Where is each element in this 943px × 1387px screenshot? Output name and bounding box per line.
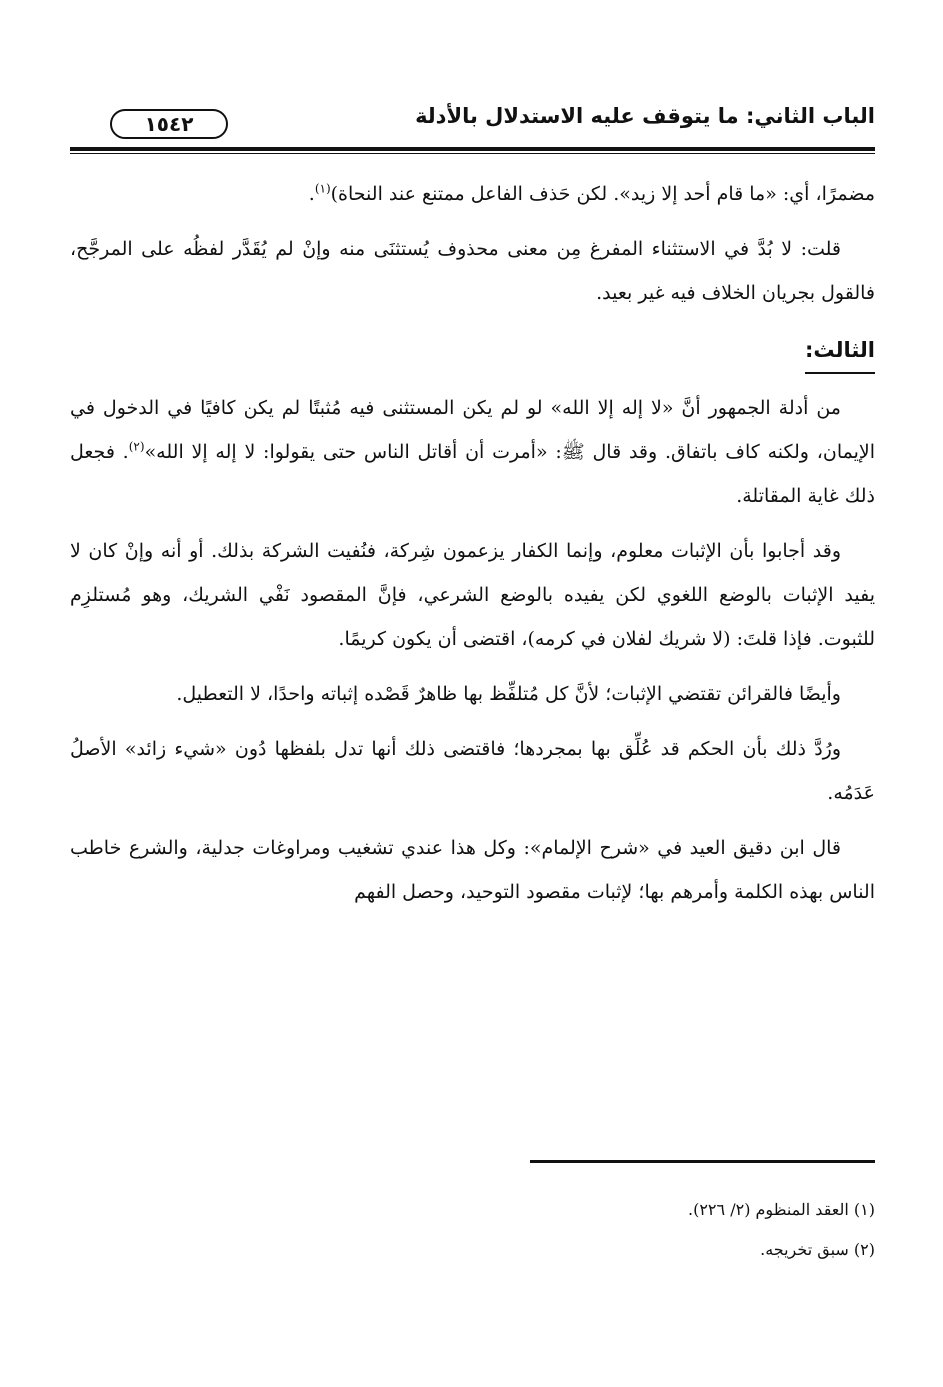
paragraph-end: . [308,183,315,205]
paragraph [70,172,875,216]
running-title: الباب الثاني: ما يتوقف عليه الاستدلال بالأدلة [415,104,875,128]
footnotes [70,1190,875,1270]
paragraph: قال ابن دقيق العيد في «شرح الإلمام»: وكل هذا عندي تشغيب ومراوغات جدلية، والشرع خاطب الناس بهذه الكلمة وأمرهم بها؛ لإثبات مقصود التوحيد، وحصل الفهم [70,837,875,903]
footnote-marker: (١) [314,181,331,196]
paragraph: وقد أجابوا بأن الإثبات معلوم، وإنما الكفار يزعمون شِركة، فنُفيت الشركة بذلك. أو أنه وإنْ كان لا يفيد الإثبات بالوضع اللغوي لكن يفيده بالوضع الشرعي، فإنَّ المقصود نَفْي الشريك، وهو مُستلزِم للثبوت. فإذا قلتَ: (لا شريك لفلان في كرمه)، اقتضى أن يكون كريمًا. [70,540,875,650]
footnote-separator [530,1160,875,1163]
header-rule-thin [70,153,875,154]
section-heading-wrap [70,326,875,386]
paragraph: وأيضًا فالقرائن تقتضي الإثبات؛ لأنَّ كل مُتلفِّظ بها ظاهرٌ قَصْده إثباته واحدًا، لا التعطيل. [176,683,841,705]
body-text [70,172,875,925]
section-heading: الثالث: [805,330,875,374]
footnote: (١) العقد المنظوم (٢/ ٢٢٦). [688,1200,875,1219]
paragraph: قلت: لا بُدَّ في الاستثناء المفرغ مِن معنى محذوف يُستثنَى منه وإنْ لم يُقَدَّر لفظُه على المرجَّح، فالقول بجريان الخلاف فيه غير بعيد. [70,238,875,304]
page-header [70,100,875,144]
paragraph-text: مضمرًا، أي: «ما قام أحد إلا زيد». لكن حَذف الفاعل ممتنع عند النحاة) [330,183,875,205]
header-rule-thick [70,147,875,151]
paragraph-text: من أدلة الجمهور أنَّ «لا إله إلا الله» لو لم يكن المستثنى فيه مُثبتًا لم يكن كافيًا في الدخول في الإيمان، ولكنه كاف باتفاق. وقد قال ﷺ: «أمرت أن أقاتل الناس حتى يقولوا: لا إله إلا الله» [70,397,876,463]
paragraph [70,386,875,518]
paragraph: ورُدَّ ذلك بأن الحكم قد عُلِّق بها بمجردها؛ فاقتضى ذلك أنها تدل بلفظها دُون «شيء زائد» الأصلُ عَدَمُه. [70,738,875,804]
page-number-badge: ١٥٤٢ [110,109,228,139]
footnote: (٢) سبق تخريجه. [760,1240,875,1259]
footnote-marker: (٢) [128,439,145,454]
paragraph-end: . فجعل ذلك غاية المقاتلة. [70,441,875,507]
